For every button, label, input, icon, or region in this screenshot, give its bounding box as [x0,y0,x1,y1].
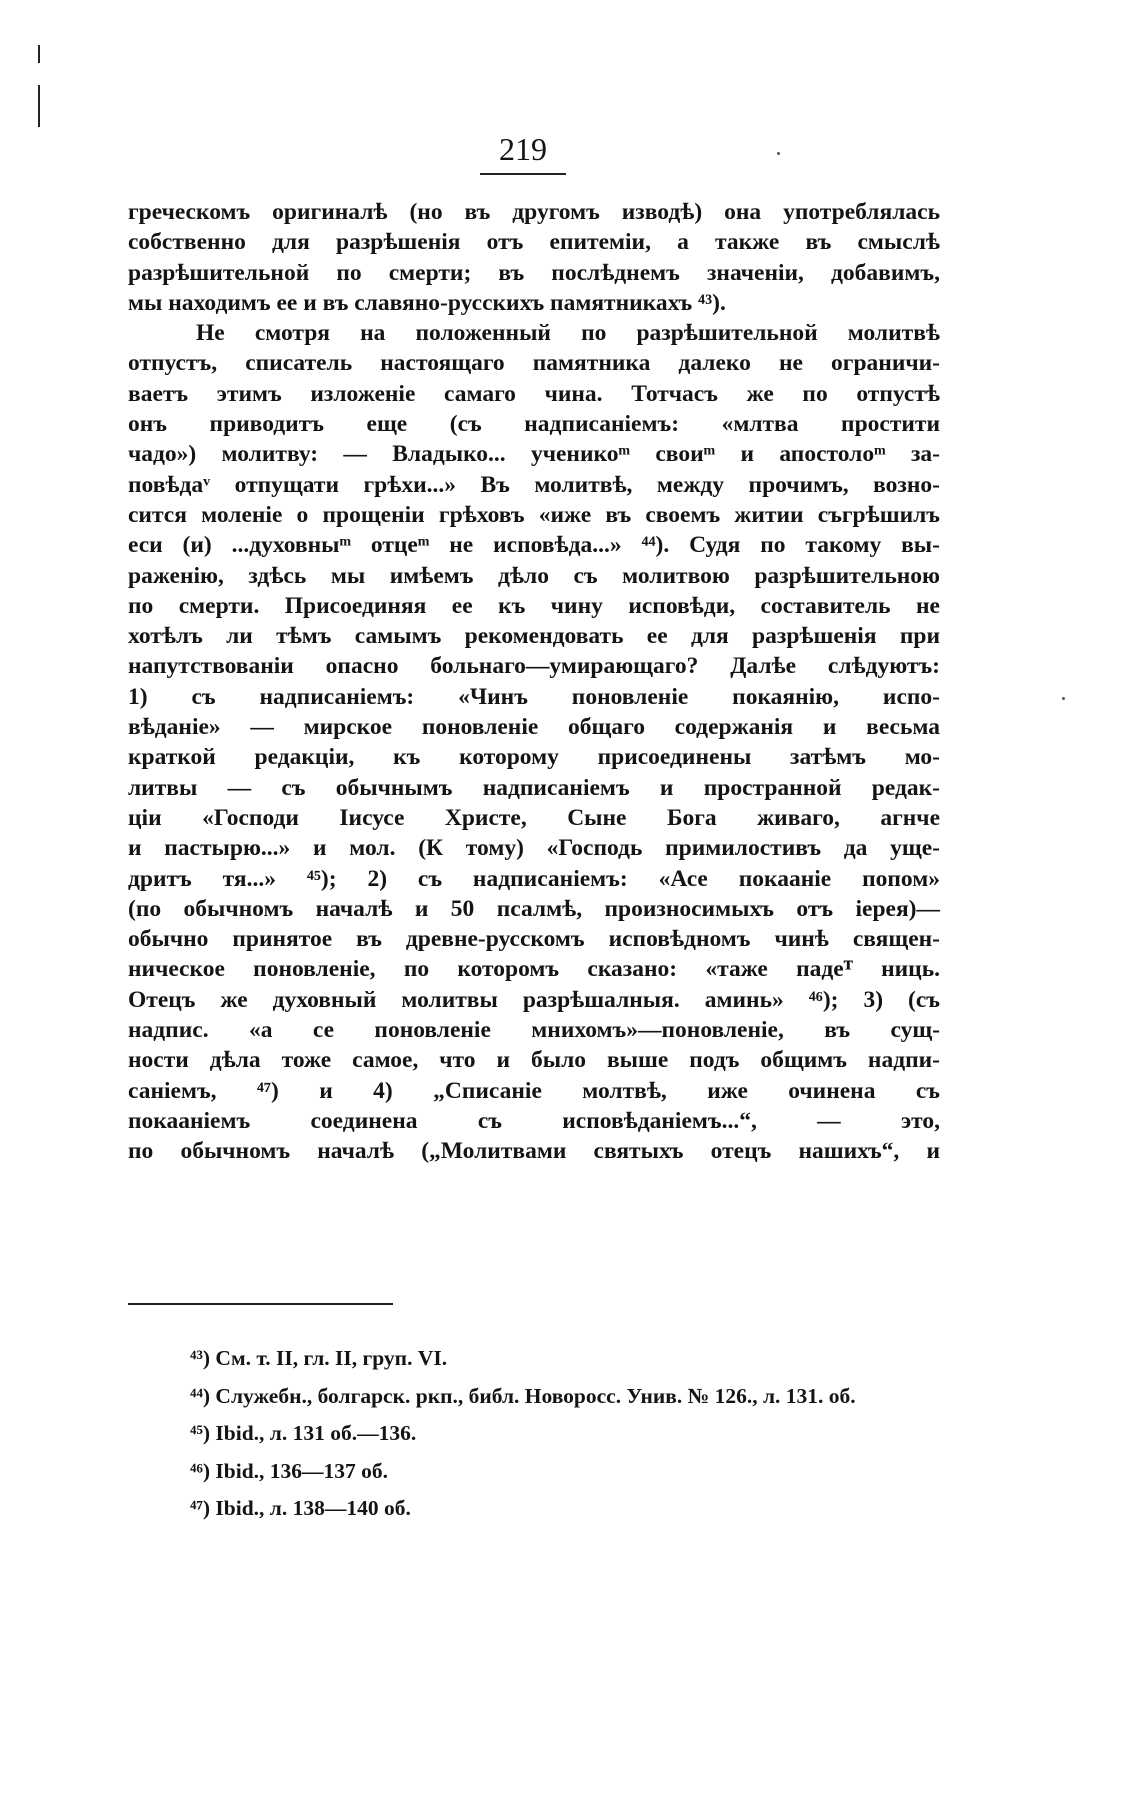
body-text [128,197,940,1167]
text-line: (по обычномъ началѣ и 50 псалмѣ, произносимыхъ отъ іерея)— [128,895,940,922]
text-line: мы находимъ ее и въ славяно-русскихъ памятникахъ ⁴³). [128,289,726,316]
text-line: Не смотря на положенный по разрѣшительной молитвѣ [196,320,940,347]
text-line: собственно для разрѣшенія отъ епитеміи, а также въ смыслѣ [128,229,940,256]
text-line: по обычномъ началѣ („Молитвами святыхъ отецъ нашихъ“, и [128,1138,940,1165]
text-line: краткой редакціи, къ которому присоединены затѣмъ мо- [128,744,940,771]
footnote-45: ⁴⁵) Ibid., л. 131 об.—136. [190,1421,417,1445]
text-line: покааніемъ соединена съ исповѣданіемъ...“, — это, [128,1107,940,1134]
text-line: и пастырю...» и мол. (К тому) «Господь примилостивъ да уще- [128,835,940,862]
text-line: раженію, здѣсь мы имѣемъ дѣло съ молитвою разрѣшительною [128,562,940,589]
text-line: чадо») молитву: — Владыко... ученикоᵐ своиᵐ и апостолоᵐ за- [128,441,940,468]
text-line: ности дѣла тоже самое, что и было выше подъ общимъ надпи- [128,1047,940,1074]
footnote-44: ⁴⁴) Служебн., болгарск. ркп., библ. Новоросс. Унив. № 126., л. 131. об. [190,1383,856,1408]
text-line: надпис. «а се поновленіе мнихомъ»—поновленіе, въ сущ- [128,1017,940,1044]
text-line: ваетъ этимъ изложеніе самаго чина. Тотчасъ же по отпустѣ [128,380,940,407]
scan-speck [777,152,780,155]
text-line: хотѣлъ ли тѣмъ самымъ рекомендовать ее для разрѣшенія при [128,623,940,650]
scan-speck [1062,697,1065,700]
margin-mark-bottom [38,85,40,127]
text-line: повѣдаᵛ отпущати грѣхи...» Въ молитвѣ, между прочимъ, возно- [128,471,940,498]
text-line: отпустъ, списатель настоящаго памятника далеко не ограничи- [128,350,940,377]
text-line: 1) съ надписаніемъ: «Чинъ поновленіе покаянію, испо- [128,683,940,710]
text-line: по смерти. Присоединяя ее къ чину исповѣди, составитель не [128,592,940,619]
text-line: саніемъ, ⁴⁷) и 4) „Списаніе молтвѣ, иже очинена съ [128,1077,940,1104]
margin-mark-top [38,45,40,63]
text-line: сится моленіе о прощеніи грѣховъ «иже въ своемъ житии съгрѣшилъ [128,501,940,528]
footnote-47: ⁴⁷) Ibid., л. 138—140 об. [190,1496,411,1520]
text-line: напутствованіи опасно больнаго—умирающаго? Далѣе слѣдуютъ: [128,653,940,680]
text-line: ціи «Господи Іисусе Христе, Сыне Бога живаго, агнче [128,804,940,831]
text-line: разрѣшительной по смерти; въ послѣднемъ значеніи, добавимъ, [128,259,940,286]
text-line: литвы — съ обычнымъ надписаніемъ и пространной редак- [128,774,940,801]
text-line: Отецъ же духовный молитвы разрѣшалныя. аминь» ⁴⁶); 3) (съ [128,986,940,1013]
footnote-43: ⁴³) См. т. II, гл. II, груп. VI. [190,1346,448,1370]
footnote-46: ⁴⁶) Ibid., 136—137 об. [190,1458,389,1483]
text-line: ническое поновленіе, по которомъ сказано: «таже падеᵀ ниць. [128,956,940,983]
page-number: 219 [480,131,566,175]
text-line: вѣданіе» — мирское поновленіе общаго содержанія и весьма [128,714,940,741]
text-line: еси (и) ...духовныᵐ отцеᵐ не исповѣда...» ⁴⁴). Судя по такому вы- [128,532,940,559]
footnotes [190,1340,950,1528]
text-line: дритъ тя...» ⁴⁵); 2) съ надписаніемъ: «Асе покааніе попом» [128,865,940,892]
footnote-divider [128,1303,393,1305]
text-line: онъ приводитъ еще (съ надписаніемъ: «млтва простити [128,411,940,438]
text-line: греческомъ оригиналѣ (но въ другомъ изводѣ) она употреблялась [128,199,940,225]
text-line: обычно принятое въ древне-русскомъ исповѣдномъ чинѣ священ- [128,926,940,953]
